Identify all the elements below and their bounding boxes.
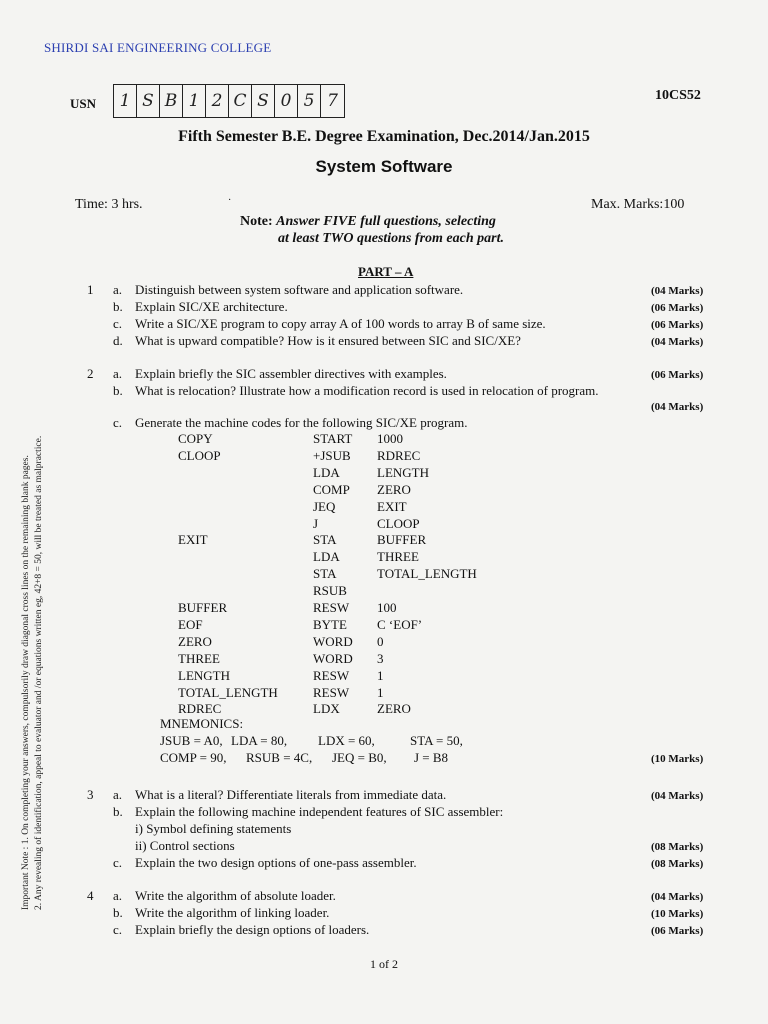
program-op: WORD bbox=[313, 633, 353, 649]
program-op: WORD bbox=[313, 650, 353, 666]
mnemonic-item: LDA = 80, bbox=[231, 733, 288, 748]
part-heading: PART – A bbox=[358, 264, 414, 279]
sub-label: a. bbox=[113, 888, 123, 903]
sub-label: c. bbox=[113, 855, 123, 870]
program-operand: TOTAL_LENGTH bbox=[377, 566, 477, 582]
mnemonic-item: JSUB = A0, bbox=[160, 733, 223, 748]
program-op: LDA bbox=[313, 464, 340, 480]
side-note bbox=[20, 436, 46, 910]
program-operand: BUFFER bbox=[377, 532, 427, 548]
sub-label: c. bbox=[113, 922, 123, 937]
usn-digit: S bbox=[252, 85, 275, 117]
usn-digit: 0 bbox=[275, 85, 298, 117]
program-op: RESW bbox=[313, 600, 350, 615]
side-note-line-1: Important Note : 1. On completing your answers, compulsorily draw diagonal cross lines on the remaining blank pages. bbox=[21, 455, 31, 910]
program-operand: EXIT bbox=[377, 498, 407, 514]
program-operand: 1000 bbox=[377, 431, 403, 446]
marks-label: (06 Marks) bbox=[651, 369, 704, 381]
program-op: +JSUB bbox=[313, 447, 351, 463]
usn-digit: 7 bbox=[327, 91, 338, 111]
program-label: EOF bbox=[178, 616, 203, 632]
question-text: Explain the two design options of one-pass assembler. bbox=[135, 855, 417, 870]
question-number: 4 bbox=[87, 888, 94, 903]
marks-label: (10 Marks) bbox=[651, 908, 704, 920]
mnemonic-item: COMP = 90, bbox=[160, 750, 227, 765]
question-text: What is a literal? Differentiate literals from immediate data. bbox=[135, 787, 447, 802]
exam-title: Fifth Semester B.E. Degree Examination, Dec.2014/Jan.2015 bbox=[178, 128, 590, 145]
program-operand: THREE bbox=[377, 549, 419, 565]
question-text: Explain briefly the design options of loaders. bbox=[135, 922, 370, 937]
usn-label: USN bbox=[70, 96, 97, 111]
mnemonic-item: RSUB = 4C, bbox=[246, 750, 313, 765]
program-op: RESW bbox=[313, 667, 350, 683]
program-operand: LENGTH bbox=[377, 464, 429, 480]
program-op: STA bbox=[313, 532, 337, 548]
question-text: Write a SIC/XE program to copy array A of 100 words to array B of same size. bbox=[135, 316, 546, 331]
program-op: START bbox=[313, 431, 353, 446]
note-line-2: at least TWO questions from each part. bbox=[278, 231, 504, 246]
program-op: LDA bbox=[313, 549, 340, 565]
question-text: Generate the machine codes for the following SIC/XE program. bbox=[135, 415, 468, 430]
time-duration: Time: 3 hrs. bbox=[75, 197, 143, 212]
program-label: RDREC bbox=[178, 701, 222, 717]
program-operand: 100 bbox=[377, 600, 397, 615]
mnemonic-item: J = B8 bbox=[414, 750, 449, 765]
marks-label: (08 Marks) bbox=[651, 858, 704, 870]
program-label: EXIT bbox=[178, 532, 208, 548]
marks-label: (04 Marks) bbox=[651, 401, 704, 413]
marks-label: (04 Marks) bbox=[651, 891, 704, 903]
question-text: Explain briefly the SIC assembler directives with examples. bbox=[135, 366, 447, 381]
usn-digit: B bbox=[160, 85, 183, 117]
usn-digit: 1 bbox=[183, 85, 206, 117]
sub-item: ii) Control sections bbox=[135, 838, 235, 853]
program-label: BUFFER bbox=[178, 600, 228, 615]
program-label: CLOOP bbox=[178, 447, 221, 463]
question-number: 1 bbox=[87, 282, 94, 297]
program-op: JEQ bbox=[313, 498, 336, 514]
note-prefix: Note: bbox=[240, 214, 277, 229]
mnemonic-item: JEQ = B0, bbox=[332, 750, 387, 765]
program-label: TOTAL_LENGTH bbox=[178, 684, 278, 700]
question-text: Write the algorithm of linking loader. bbox=[135, 905, 330, 920]
program-operand: C ‘EOF’ bbox=[377, 616, 423, 632]
question-text: What is relocation? Illustrate how a modification record is used in relocation of program. bbox=[135, 383, 599, 398]
program-operand: ZERO bbox=[377, 701, 411, 717]
marks-label: (06 Marks) bbox=[651, 319, 704, 331]
note-line-1: Answer FIVE full questions, selecting bbox=[276, 214, 496, 229]
sub-label: a. bbox=[113, 366, 123, 381]
question-text: Write the algorithm of absolute loader. bbox=[135, 888, 336, 903]
program-operand: RDREC bbox=[377, 447, 421, 463]
usn-digit: C bbox=[229, 85, 252, 117]
max-marks: Max. Marks:100 bbox=[591, 197, 685, 212]
subject-code: 10CS52 bbox=[655, 88, 701, 103]
question-text: Explain SIC/XE architecture. bbox=[135, 299, 288, 314]
marks-label: (08 Marks) bbox=[651, 841, 704, 853]
program-label: COPY bbox=[178, 431, 213, 446]
program-op: BYTE bbox=[313, 616, 347, 632]
side-note-line-2: 2. Any revealing of identification, appeal to evaluator and /or equations written eg, 42+8 = 50, will be treated as malpractice. bbox=[34, 435, 44, 910]
marks-label: (10 Marks) bbox=[651, 753, 704, 765]
question-number: 3 bbox=[87, 787, 94, 802]
mnemonic-item: LDX = 60, bbox=[318, 733, 375, 748]
usn-digit: 5 bbox=[298, 85, 321, 117]
marks-label: (04 Marks) bbox=[651, 285, 704, 297]
program-op: J bbox=[313, 515, 319, 531]
program-op: RESW bbox=[313, 684, 350, 700]
program-operand: CLOOP bbox=[377, 515, 420, 531]
program-op: RSUB bbox=[313, 583, 347, 599]
marks-label: (06 Marks) bbox=[651, 925, 704, 937]
program-label: THREE bbox=[178, 650, 220, 666]
program-op: COMP bbox=[313, 481, 350, 497]
usn-digit: S bbox=[137, 85, 160, 117]
program-operand: 3 bbox=[377, 650, 384, 666]
program-op: LDX bbox=[313, 701, 340, 717]
program-operand: 1 bbox=[377, 684, 384, 700]
usn-digit: 1 bbox=[114, 85, 137, 117]
stray-mark: · bbox=[228, 195, 232, 206]
usn-digit: 2 bbox=[206, 85, 229, 117]
mnemonics-title: MNEMONICS: bbox=[160, 716, 244, 731]
program-label: LENGTH bbox=[178, 667, 230, 683]
sub-label: a. bbox=[113, 787, 123, 802]
program-op: STA bbox=[313, 566, 337, 582]
program-label: ZERO bbox=[178, 633, 212, 649]
sub-label: c. bbox=[113, 415, 123, 430]
program-operand: 0 bbox=[377, 633, 384, 649]
mnemonic-item: STA = 50, bbox=[410, 733, 463, 748]
program-operand: 1 bbox=[377, 667, 384, 683]
sub-item: i) Symbol defining statements bbox=[135, 821, 292, 836]
page-number: 1 of 2 bbox=[370, 957, 398, 971]
college-name: SHIRDI SAI ENGINEERING COLLEGE bbox=[44, 40, 272, 55]
subject-title: System Software bbox=[315, 157, 453, 176]
sub-label: b. bbox=[113, 905, 123, 920]
program-operand: ZERO bbox=[377, 481, 411, 497]
sub-label: b. bbox=[113, 804, 123, 819]
marks-label: (04 Marks) bbox=[651, 336, 704, 348]
marks-label: (06 Marks) bbox=[651, 302, 704, 314]
question-text: Explain the following machine independent features of SIC assembler: bbox=[135, 804, 504, 819]
sub-label: b. bbox=[113, 383, 123, 398]
question-number: 2 bbox=[87, 366, 94, 381]
sub-label: b. bbox=[113, 299, 123, 314]
marks-label: (04 Marks) bbox=[651, 790, 704, 802]
sub-label: d. bbox=[113, 333, 123, 348]
sub-label: c. bbox=[113, 316, 123, 331]
instruction-note bbox=[240, 213, 496, 231]
sub-label: a. bbox=[113, 282, 123, 297]
usn-boxes bbox=[113, 84, 345, 118]
question-text: What is upward compatible? How is it ensured between SIC and SIC/XE? bbox=[135, 333, 521, 348]
question-text: Distinguish between system software and application software. bbox=[135, 282, 464, 297]
